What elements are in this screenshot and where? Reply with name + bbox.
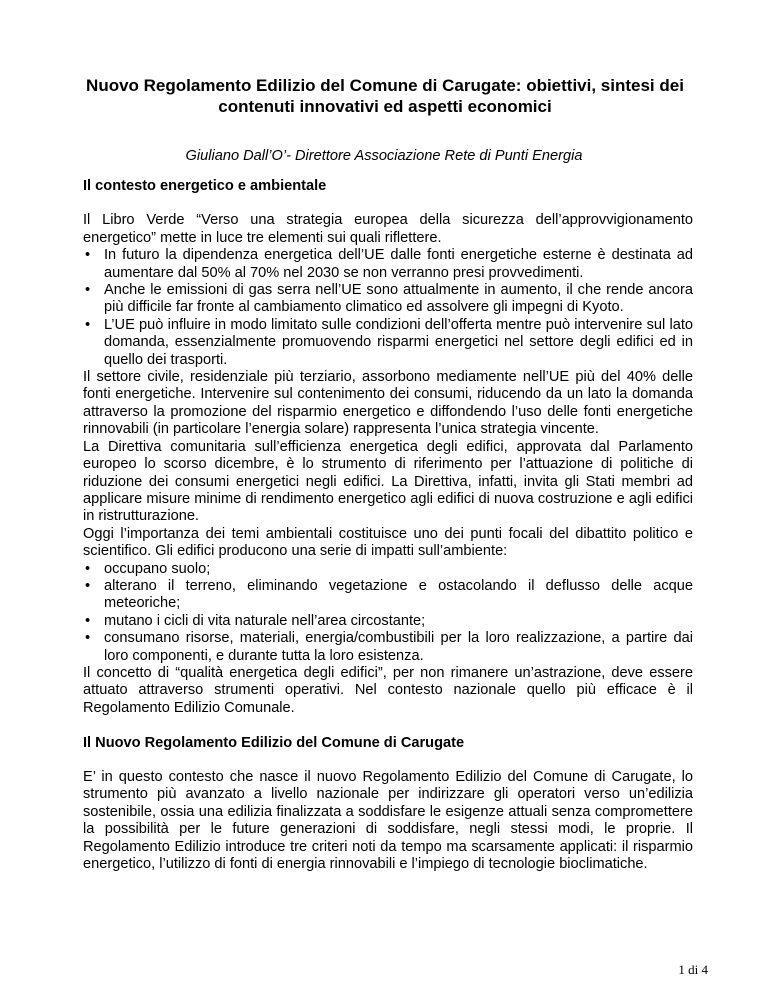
page-number: 1 di 4 bbox=[678, 962, 708, 977]
author-line: Giuliano Dall’O’- Direttore Associazione Rete di Punti Energia bbox=[185, 148, 583, 164]
list-item: • consumano risorse, materiali, energia/combustibili per la loro realizzazione, a partire dai loro componenti, e durante tutta la loro esistenza. bbox=[83, 630, 693, 665]
paragraph: La Direttiva comunitaria sull’efficienza energetica degli edifici, approvata dal Parlamento europeo lo scorso dicembre, è lo strumento di riferimento per l’attuazione di politiche di riduzione dei consumi energetici negli edifici. La Direttiva, infatti, invita gli Stati membri ad applicare misure minime di rendimento energetico agli edifici di nuova costruzione e agli edifici in ristrutturazione. bbox=[83, 438, 693, 525]
paragraph: Il concetto di “qualità energetica degli edifici”, per non rimanere un’astrazione, deve essere attuato attraverso strumenti operativi. Nel contesto nazionale quello più efficace è il Regolamento Edilizio Comunale. bbox=[83, 664, 693, 716]
list-item: • L’UE può influire in modo limitato sulle condizioni dell’offerta mentre può intervenire sul lato domanda, essenzialmente promuovendo risparmi energetici nel settore degli edifici ed in quello dei trasporti. bbox=[83, 317, 693, 369]
document-title: Nuovo Regolamento Edilizio del Comune di Carugate: obiettivi, sintesi dei contenuti innovativi ed aspetti economici bbox=[86, 76, 684, 116]
paragraph: Oggi l’importanza dei temi ambientali costituisce uno dei punti focali del dibattito politico e scientifico. Gli edifici producono una serie di impatti sull’ambiente: bbox=[83, 525, 693, 560]
document-body bbox=[83, 178, 693, 873]
bullet-list bbox=[83, 247, 693, 369]
list-item: • occupano suolo; bbox=[83, 561, 693, 578]
list-item: • alterano il terreno, eliminando vegetazione e ostacolando il deflusso delle acque meteoriche; bbox=[83, 578, 693, 613]
paragraph: Il Libro Verde “Verso una strategia europea della sicurezza dell’approvvigionamento energetico” mette in luce tre elementi sui quali riflettere. bbox=[83, 212, 693, 246]
list-item: • In futuro la dipendenza energetica dell’UE dalle fonti energetiche esterne è destinata ad aumentare dal 50% al 70% nel 2030 se non verranno presi provvedimenti. bbox=[83, 247, 693, 282]
paragraph: Il settore civile, residenziale più terziario, assorbono mediamente nell’UE più del 40% delle fonti energetiche. Intervenire sul contenimento dei consumi, riducendo da un lato la domanda attraverso la promozione del risparmio energetico e diffondendo l’uso delle fonti energetiche rinnovabili (in particolare l’energia solare) rappresenta l’unica strategia vincente. bbox=[83, 369, 693, 438]
list-item: • Anche le emissioni di gas serra nell’UE sono attualmente in aumento, il che rende ancora più difficile far fronte al cambiamento climatico ed assolvere gli impegni di Kyoto. bbox=[83, 282, 693, 317]
section-heading-regolamento: Il Nuovo Regolamento Edilizio del Comune di Carugate bbox=[83, 734, 465, 751]
paragraph: E’ in questo contesto che nasce il nuovo Regolamento Edilizio del Comune di Carugate, lo strumento più avanzato a livello nazionale per indirizzare gli operatori verso un’edilizia sostenibile, ossia una edilizia finalizzata a soddisfare le esigenze attuali senza compromettere la possibilità per le future generazioni di soddisfare, negli stessi modi, le proprie. Il Regolamento Edilizio introduce tre criteri noti da tempo ma scarsamente applicati: il risparmio energetico, l’utilizzo di fonti di energia rinnovabili e l’impiego di tecnologie bioclimatiche. bbox=[83, 768, 693, 873]
bullet-list bbox=[83, 561, 693, 665]
list-item: • mutano i cicli di vita naturale nell’area circostante; bbox=[83, 613, 693, 630]
section-heading-context: Il contesto energetico e ambientale bbox=[83, 178, 327, 194]
